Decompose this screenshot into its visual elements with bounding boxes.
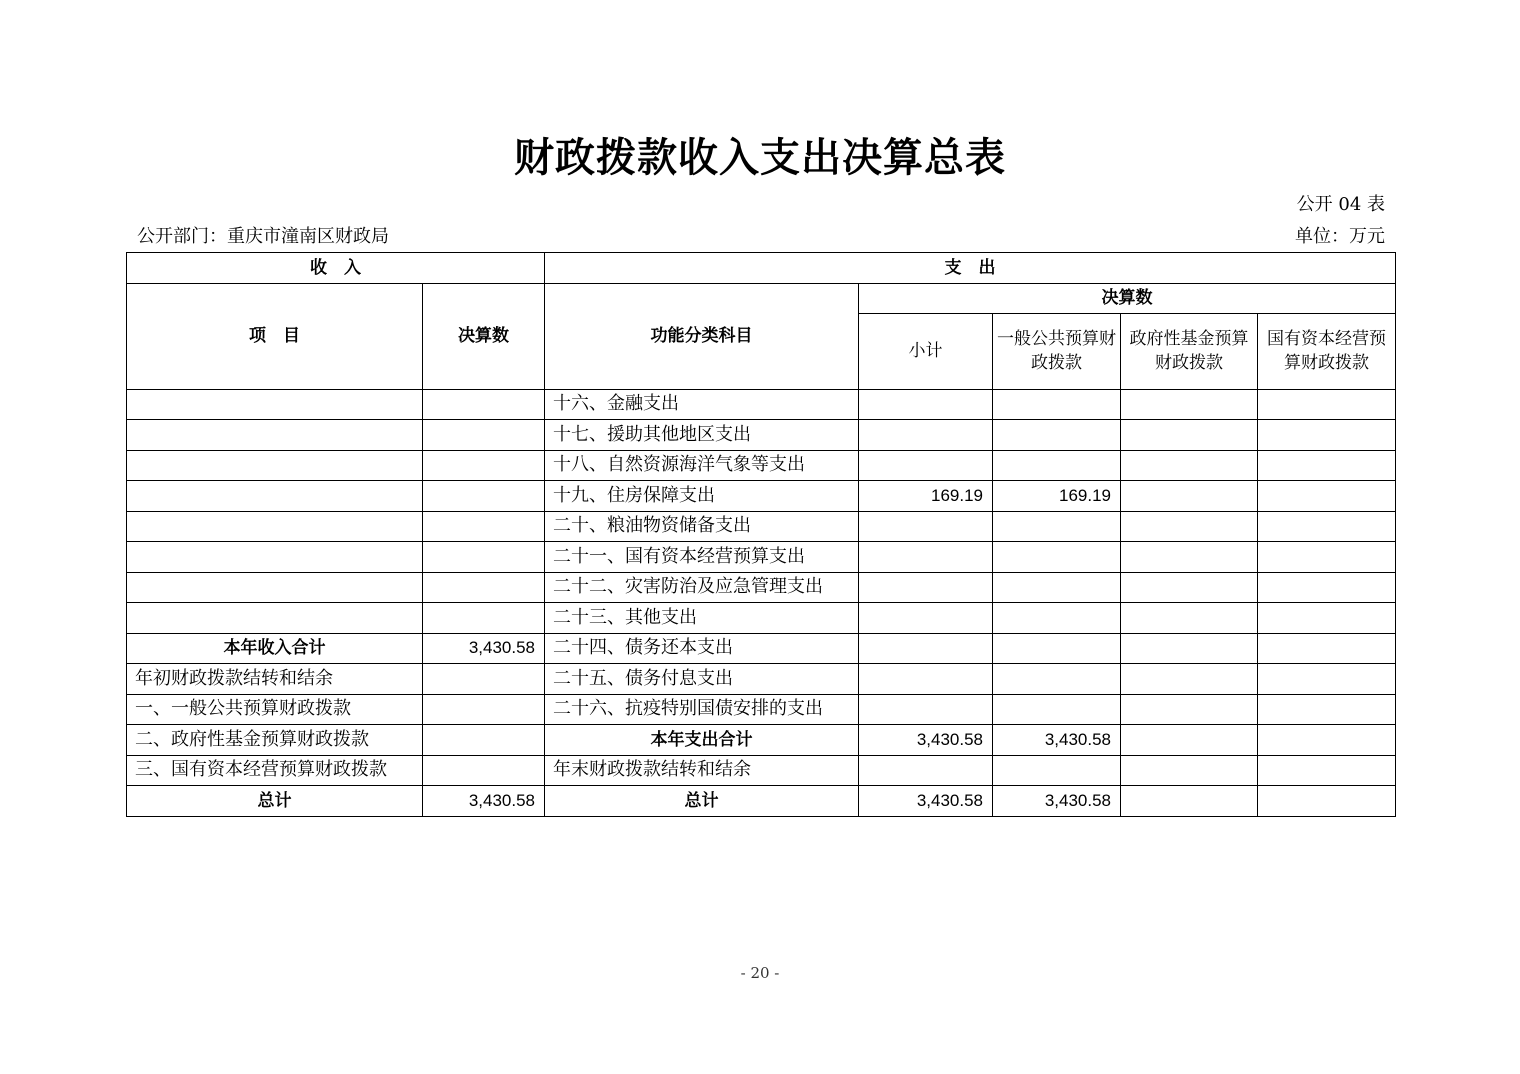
income-amount-cell: [423, 511, 545, 542]
func-category-cell: 本年支出合计: [545, 725, 859, 756]
subtotal-cell: [859, 603, 993, 634]
subtotal-cell: [859, 694, 993, 725]
income-amount-cell: [423, 694, 545, 725]
table-row: [127, 572, 1396, 603]
header-row-2: [127, 283, 1396, 314]
income-item-cell: [127, 420, 423, 451]
income-amount-cell: [423, 542, 545, 573]
income-header: 收 入: [127, 253, 545, 284]
subtotal-cell: [859, 450, 993, 481]
income-item-cell: 三、国有资本经营预算财政拨款: [127, 755, 423, 786]
general-public-cell: [993, 450, 1121, 481]
income-amount-cell: [423, 481, 545, 512]
subtotal-cell: [859, 542, 993, 573]
func-category-cell: 十六、金融支出: [545, 389, 859, 420]
subtotal-header: 小计: [859, 314, 993, 389]
func-category-cell: 二十二、灾害防治及应急管理支出: [545, 572, 859, 603]
gov-fund-cell: [1121, 603, 1258, 634]
func-category-cell: 十八、自然资源海洋气象等支出: [545, 450, 859, 481]
header-row-1: [127, 253, 1396, 284]
total-row: [127, 786, 1396, 817]
income-amount-cell: [423, 755, 545, 786]
table-row: [127, 633, 1396, 664]
func-category-cell: 二十一、国有资本经营预算支出: [545, 542, 859, 573]
state-capital-cell: [1258, 603, 1396, 634]
income-item-cell: [127, 481, 423, 512]
table-row: [127, 603, 1396, 634]
gov-fund-cell: [1121, 389, 1258, 420]
subtotal-cell: 3,430.58: [859, 725, 993, 756]
income-item-cell: 本年收入合计: [127, 633, 423, 664]
gov-fund-cell: [1121, 420, 1258, 451]
subtotal-cell: [859, 572, 993, 603]
income-item-cell: 年初财政拨款结转和结余: [127, 664, 423, 695]
general-public-cell: [993, 389, 1121, 420]
income-amount-cell: [423, 450, 545, 481]
item-header: 项 目: [127, 283, 423, 389]
table-row: [127, 664, 1396, 695]
general-public-cell: [993, 511, 1121, 542]
gov-fund-cell: [1121, 450, 1258, 481]
subtotal-cell: [859, 511, 993, 542]
table-row: [127, 542, 1396, 573]
state-capital-cell: [1258, 450, 1396, 481]
income-item-cell: [127, 389, 423, 420]
general-public-header: 一般公共预算财政拨款: [993, 314, 1121, 389]
general-public-cell: 3,430.58: [993, 786, 1121, 817]
gov-fund-cell: [1121, 572, 1258, 603]
income-item-cell: 二、政府性基金预算财政拨款: [127, 725, 423, 756]
func-category-cell: 二十三、其他支出: [545, 603, 859, 634]
income-amount-cell: [423, 664, 545, 695]
gov-fund-cell: [1121, 633, 1258, 664]
gov-fund-cell: [1121, 725, 1258, 756]
budget-summary-table: [126, 252, 1396, 817]
state-capital-cell: [1258, 786, 1396, 817]
func-category-header: 功能分类科目: [545, 283, 859, 389]
income-amount-cell: [423, 603, 545, 634]
subtotal-cell: [859, 755, 993, 786]
table-row: [127, 389, 1396, 420]
income-total-amount: 3,430.58: [423, 786, 545, 817]
state-capital-cell: [1258, 694, 1396, 725]
page-title: 财政拨款收入支出决算总表: [514, 134, 1006, 181]
func-category-cell: 二十、粮油物资储备支出: [545, 511, 859, 542]
general-public-cell: 3,430.58: [993, 725, 1121, 756]
general-public-cell: [993, 755, 1121, 786]
state-capital-cell: [1258, 542, 1396, 573]
income-amount-cell: [423, 572, 545, 603]
income-amount-cell: [423, 420, 545, 451]
final-amount-header: 决算数: [859, 283, 1396, 314]
general-public-cell: [993, 603, 1121, 634]
table-row: [127, 511, 1396, 542]
general-public-cell: [993, 572, 1121, 603]
subtotal-cell: 3,430.58: [859, 786, 993, 817]
expense-total-label: 总计: [545, 786, 859, 817]
state-capital-cell: [1258, 420, 1396, 451]
unit-label: 单位：万元: [1295, 226, 1385, 247]
state-capital-cell: [1258, 755, 1396, 786]
func-category-cell: 二十五、债务付息支出: [545, 664, 859, 695]
income-total-label: 总计: [127, 786, 423, 817]
func-category-cell: 十七、援助其他地区支出: [545, 420, 859, 451]
income-item-cell: [127, 603, 423, 634]
state-capital-cell: [1258, 481, 1396, 512]
form-number: 公开 04 表: [1296, 194, 1385, 215]
gov-fund-cell: [1121, 694, 1258, 725]
expense-header: 支 出: [545, 253, 1396, 284]
state-capital-cell: [1258, 511, 1396, 542]
table-row: [127, 450, 1396, 481]
table-row: [127, 420, 1396, 451]
general-public-cell: [993, 633, 1121, 664]
income-amount-cell: [423, 725, 545, 756]
general-public-cell: [993, 664, 1121, 695]
func-category-cell: 二十六、抗疫特别国债安排的支出: [545, 694, 859, 725]
table-row: [127, 725, 1396, 756]
income-item-cell: [127, 450, 423, 481]
subtotal-cell: 169.19: [859, 481, 993, 512]
table-row: [127, 481, 1396, 512]
income-amount-cell: 3,430.58: [423, 633, 545, 664]
general-public-cell: 169.19: [993, 481, 1121, 512]
amount-header: 决算数: [423, 283, 545, 389]
general-public-cell: [993, 420, 1121, 451]
page-number: - 20 -: [740, 964, 780, 982]
income-item-cell: 一、一般公共预算财政拨款: [127, 694, 423, 725]
subtotal-cell: [859, 389, 993, 420]
general-public-cell: [993, 694, 1121, 725]
gov-fund-cell: [1121, 542, 1258, 573]
state-capital-cell: [1258, 572, 1396, 603]
state-capital-header: 国有资本经营预算财政拨款: [1258, 314, 1396, 389]
income-item-cell: [127, 511, 423, 542]
gov-fund-cell: [1121, 511, 1258, 542]
general-public-cell: [993, 542, 1121, 573]
func-category-cell: 二十四、债务还本支出: [545, 633, 859, 664]
gov-fund-cell: [1121, 786, 1258, 817]
state-capital-cell: [1258, 389, 1396, 420]
subtotal-cell: [859, 633, 993, 664]
state-capital-cell: [1258, 633, 1396, 664]
income-amount-cell: [423, 389, 545, 420]
func-category-cell: 年末财政拨款结转和结余: [545, 755, 859, 786]
department-label: 公开部门：重庆市潼南区财政局: [137, 226, 389, 247]
state-capital-cell: [1258, 664, 1396, 695]
func-category-cell: 十九、住房保障支出: [545, 481, 859, 512]
table-row: [127, 755, 1396, 786]
income-item-cell: [127, 572, 423, 603]
income-item-cell: [127, 542, 423, 573]
subtotal-cell: [859, 420, 993, 451]
gov-fund-cell: [1121, 755, 1258, 786]
gov-fund-cell: [1121, 664, 1258, 695]
state-capital-cell: [1258, 725, 1396, 756]
table-row: [127, 694, 1396, 725]
gov-fund-header: 政府性基金预算财政拨款: [1121, 314, 1258, 389]
subtotal-cell: [859, 664, 993, 695]
gov-fund-cell: [1121, 481, 1258, 512]
